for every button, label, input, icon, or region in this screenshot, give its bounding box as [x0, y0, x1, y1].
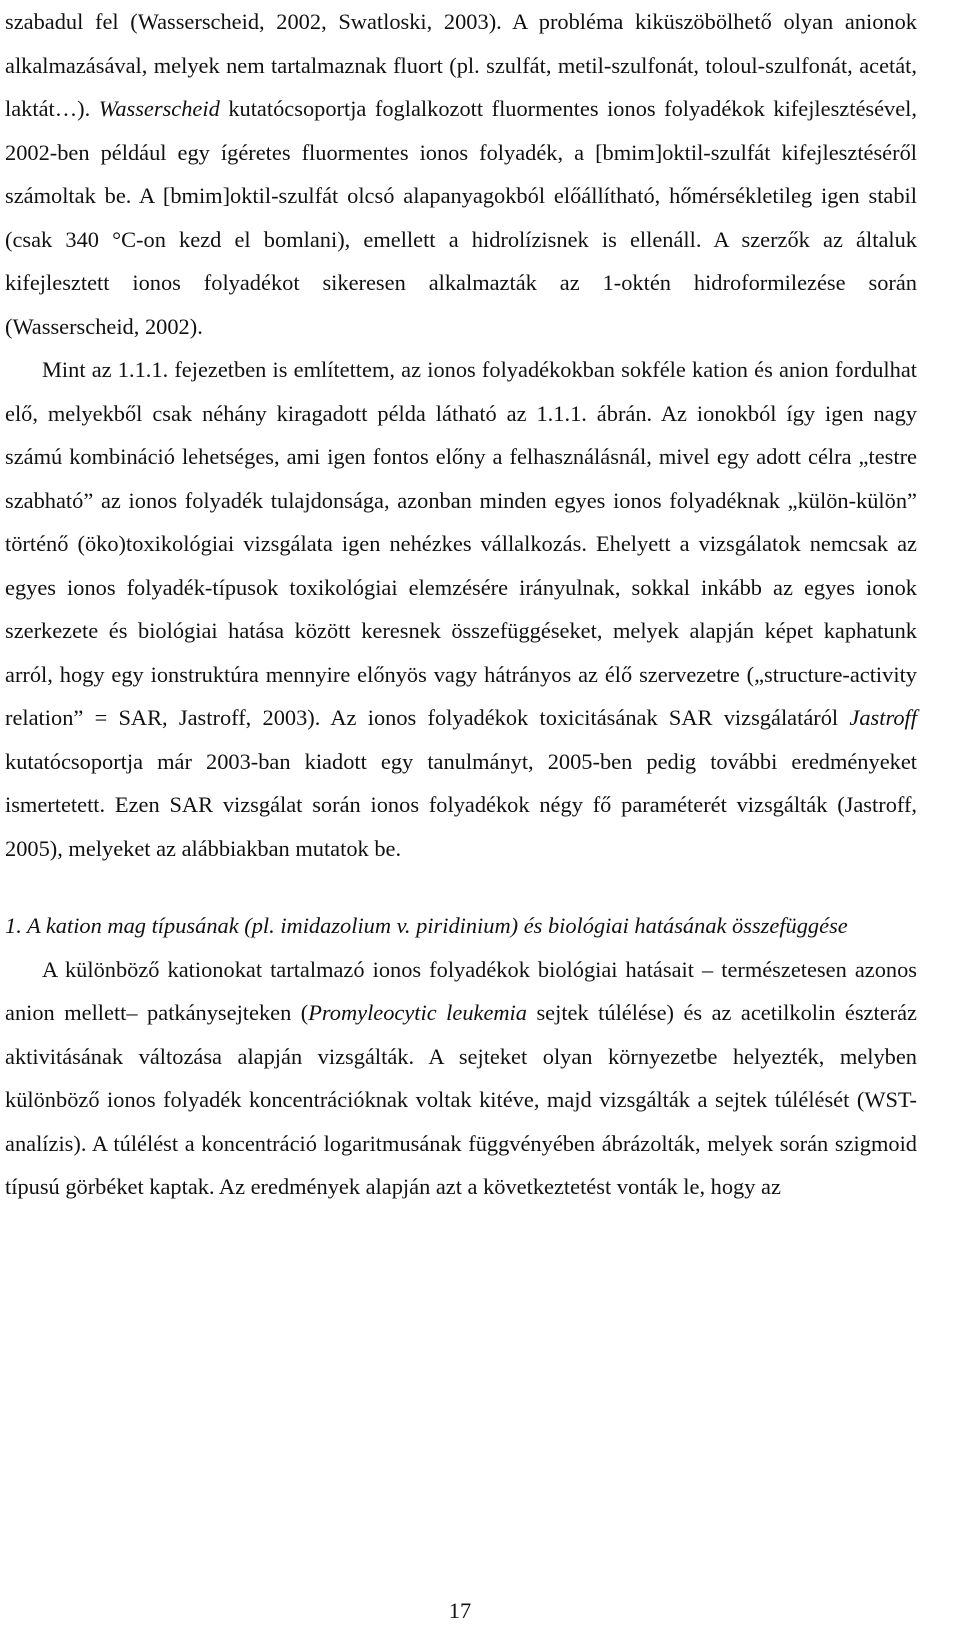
p1-run-1: Wasserscheid	[98, 96, 220, 121]
p2-run-0: Mint az 1.1.1. fejezetben is említettem, az ionos folyadékokban sokféle kation és anion fordulhat elő, melyekből csak néhány kiragadott példa látható az 1.1.1. ábrán. Az ionokból így igen nagy számú kombináció lehetséges, ami igen fontos előny a felhasználásnál, mivel egy adott célra „testre szabható” az ionos folyadék tulajdonsága, azonban minden egyes ionos folyadéknak „külön-külön” történő (öko)toxikológiai vizsgálata igen nehézkes vállalkozás. Ehelyett a vizsgálatok nemcsak az egyes ionos folyadék-típusok toxikológiai elemzésére irányulnak, sokkal inkább az egyes ionok szerkezete és biológiai hatása között keresnek összefüggéseket, melyek alapján képet kaphatunk arról, hogy egy ionstruktúra mennyire előnyös vagy hátrányos az élő szervezetre („structure-activity relation” = SAR, Jastroff, 2003). Az ionos folyadékok toxicitásának SAR vizsgálatáról	[5, 357, 917, 730]
document-page	[5, 0, 917, 1209]
page-number: 17	[448, 1598, 472, 1623]
paragraph-2	[5, 348, 917, 870]
p3-run-1: Promyleocytic leukemia	[308, 1000, 527, 1025]
p2-run-2: kutatócsoportja már 2003-ban kiadott egy tanulmányt, 2005-ben pedig további eredményeket ismertetett. Ezen SAR vizsgálat során ionos folyadékok négy fő paraméterét vizsgálták (Jastroff, 2005), melyeket az alábbiakban mutatok be.	[5, 748, 917, 861]
p2-run-1: Jastroff	[849, 705, 917, 730]
p3-run-2: sejtek túlélése) és az acetilkolin észteráz aktivitásának változása alapján vizsgálták. A sejteket olyan környezetbe helyezték, melyben különböző ionos folyadék koncentrációknak voltak kitéve, majd vizsgálták a sejtek túlélését (WST-analízis). A túlélést a koncentráció logaritmusának függvényében ábrázolták, melyek során szigmoid típusú görbéket kaptak. Az eredmények alapján azt a következtetést vonták le, hogy az	[5, 1000, 917, 1199]
p3-run-0: A különböző kationokat tartalmazó ionos folyadékok biológiai hatásait – természetesen azonos anion mellett– patkánysejteken (	[5, 956, 917, 1025]
p1-run-0: szabadul fel (Wasserscheid, 2002, Swatloski, 2003). A probléma kiküszöbölhető olyan anionok alkalmazásával, melyek nem tartalmaznak fluort (pl. szulfát, metil-szulfonát, toloul-szulfonát, acetát, laktát…).	[5, 9, 917, 121]
paragraph-3	[5, 948, 917, 1209]
section-spacer	[5, 870, 917, 904]
p1-run-2: kutatócsoportja foglalkozott fluormentes ionos folyadékok kifejlesztésével, 2002-ben például egy ígéretes fluormentes ionos folyadék, a [bmim]oktil-szulfát kifejlesztéséről számoltak be. A [bmim]oktil-szulfát olcsó alapanyagokból előállítható, hőmérsékletileg igen stabil (csak 340 °C-on kezd el bomlani), emellett a hidrolízisnek is ellenáll. A szerzők az általuk kifejlesztett ionos folyadékot sikeresen alkalmazták az 1-oktén hidroformilezése során (Wasserscheid, 2002).	[5, 96, 917, 339]
paragraph-1	[5, 0, 917, 348]
section-heading: 1. A kation mag típusának (pl. imidazolium v. piridinium) és biológiai hatásának összefüggése	[5, 913, 848, 938]
